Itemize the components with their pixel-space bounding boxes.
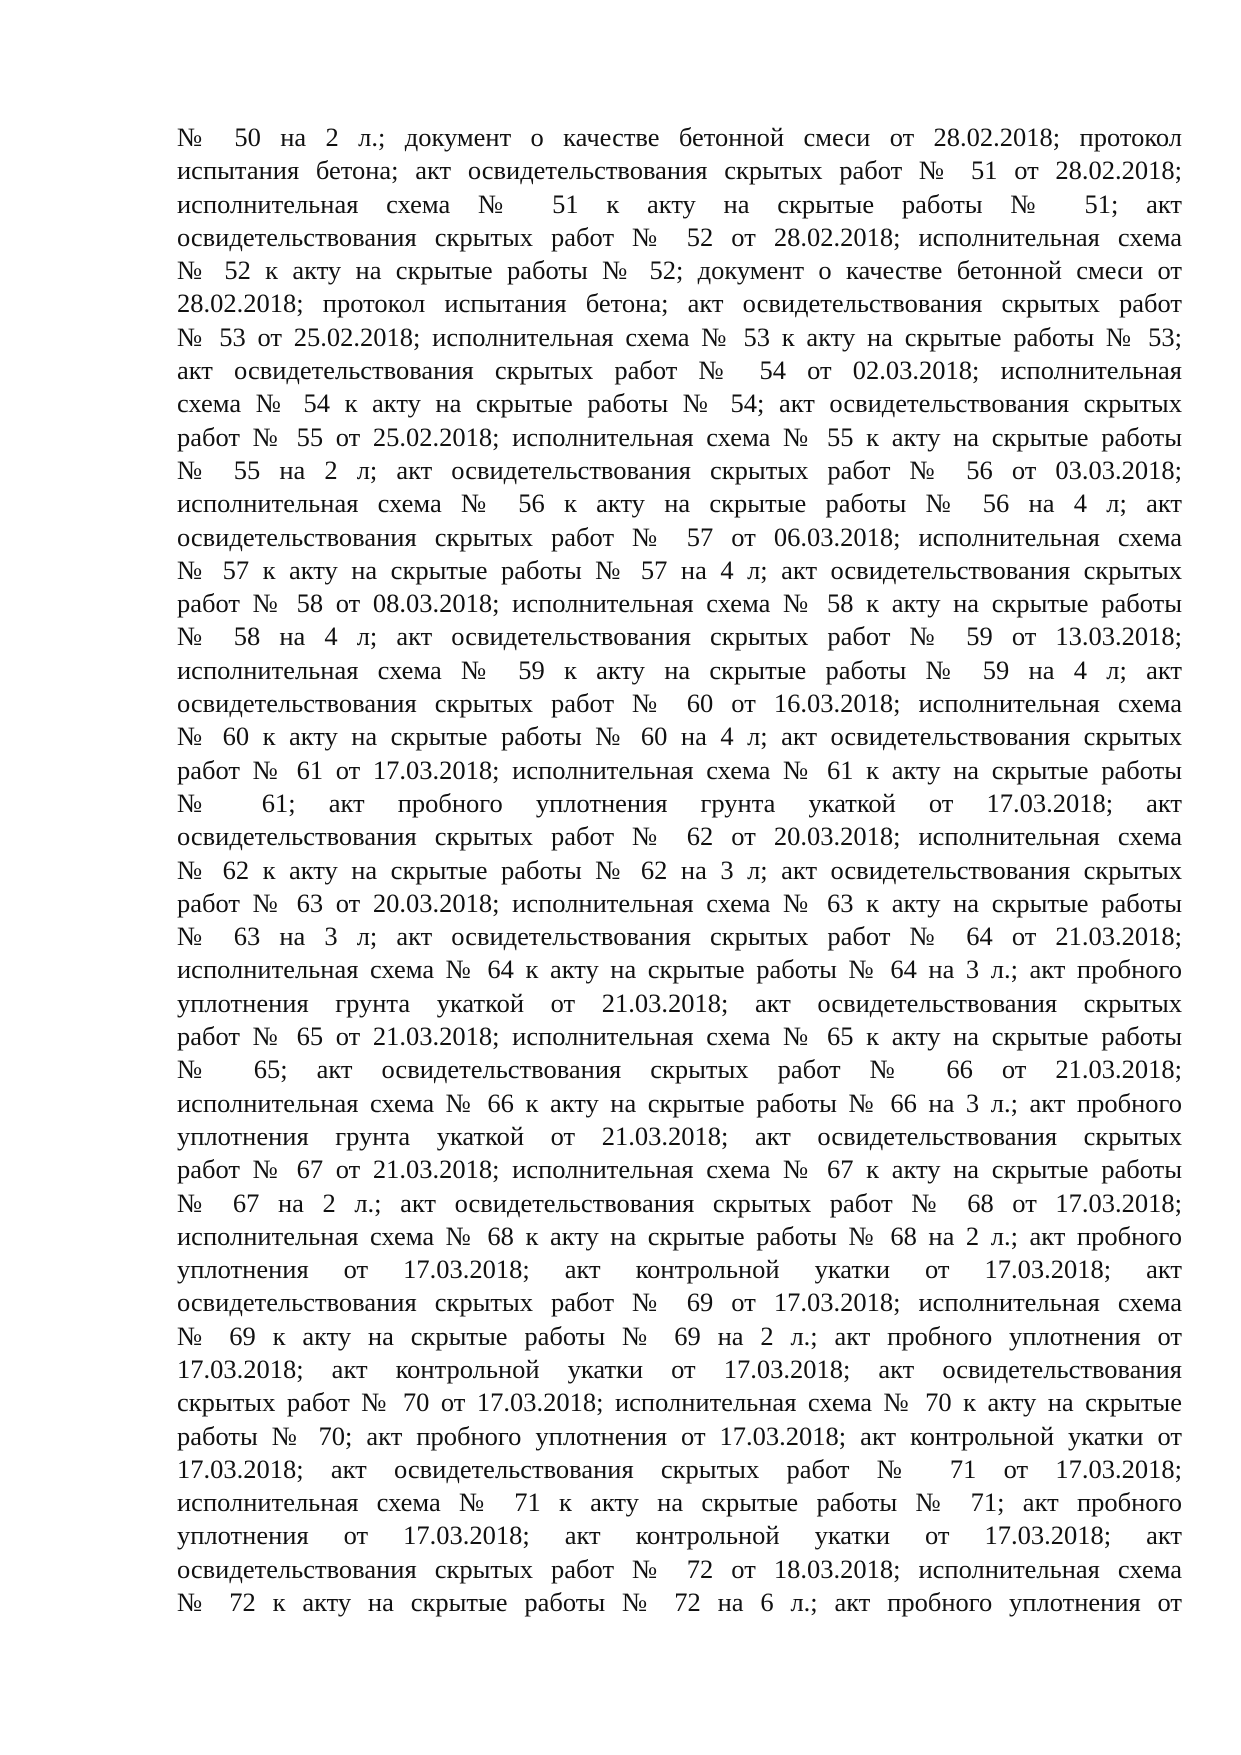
text-line: № 63 на 3 л; акт освидетельствования скрытых работ № 64 от 21.03.2018; (177, 921, 1182, 952)
text-line: исполнительная схема № 51 к акту на скрытые работы № 51; акт (177, 188, 1182, 219)
text-line: исполнительная схема № 64 к акту на скрытые работы № 64 на 3 л.; акт пробного (177, 954, 1182, 985)
text-line: исполнительная схема № 59 к акту на скрытые работы № 59 на 4 л; акт (177, 654, 1182, 685)
text-line: уплотнения грунта укаткой от 21.03.2018; акт освидетельствования скрытых (177, 987, 1182, 1018)
text-line: освидетельствования скрытых работ № 60 от 16.03.2018; исполнительная схема (177, 688, 1182, 719)
text-line: освидетельствования скрытых работ № 57 от 06.03.2018; исполнительная схема (177, 521, 1182, 552)
text-line: испытания бетона; акт освидетельствования скрытых работ № 51 от 28.02.2018; (177, 155, 1182, 186)
text-line: освидетельствования скрытых работ № 52 от 28.02.2018; исполнительная схема (177, 221, 1182, 252)
text-line: № 58 на 4 л; акт освидетельствования скрытых работ № 59 от 13.03.2018; (177, 621, 1182, 652)
text-line: исполнительная схема № 68 к акту на скрытые работы № 68 на 2 л.; акт пробного (177, 1220, 1182, 1251)
text-line: исполнительная схема № 66 к акту на скрытые работы № 66 на 3 л.; акт пробного (177, 1087, 1182, 1118)
text-line: № 69 к акту на скрытые работы № 69 на 2 л.; акт пробного уплотнения от (177, 1320, 1182, 1351)
text-line: работ № 55 от 25.02.2018; исполнительная схема № 55 к акту на скрытые работы (177, 421, 1182, 452)
text-line: № 60 к акту на скрытые работы № 60 на 4 л; акт освидетельствования скрытых (177, 721, 1182, 752)
text-line: работ № 58 от 08.03.2018; исполнительная схема № 58 к акту на скрытые работы (177, 588, 1182, 619)
text-line: 28.02.2018; протокол испытания бетона; акт освидетельствования скрытых работ (177, 288, 1182, 319)
text-line: работ № 65 от 21.03.2018; исполнительная схема № 65 к акту на скрытые работы (177, 1021, 1182, 1052)
text-line: схема № 54 к акту на скрытые работы № 54; акт освидетельствования скрытых (177, 388, 1182, 419)
text-line: № 55 на 2 л; акт освидетельствования скрытых работ № 56 от 03.03.2018; (177, 454, 1182, 485)
text-line: уплотнения грунта укаткой от 21.03.2018; акт освидетельствования скрытых (177, 1120, 1182, 1151)
text-line: уплотнения от 17.03.2018; акт контрольной укатки от 17.03.2018; акт (177, 1520, 1182, 1551)
text-line: акт освидетельствования скрытых работ № 54 от 02.03.2018; исполнительная (177, 355, 1182, 386)
document-page (177, 121, 1182, 1619)
text-line: уплотнения от 17.03.2018; акт контрольной укатки от 17.03.2018; акт (177, 1254, 1182, 1285)
text-line: работы № 70; акт пробного уплотнения от 17.03.2018; акт контрольной укатки от (177, 1420, 1182, 1451)
text-line: освидетельствования скрытых работ № 69 от 17.03.2018; исполнительная схема (177, 1287, 1182, 1318)
text-line: скрытых работ № 70 от 17.03.2018; исполнительная схема № 70 к акту на скрытые (177, 1387, 1182, 1418)
text-line: работ № 61 от 17.03.2018; исполнительная схема № 61 к акту на скрытые работы (177, 754, 1182, 785)
text-line: освидетельствования скрытых работ № 72 от 18.03.2018; исполнительная схема (177, 1553, 1182, 1584)
text-line: исполнительная схема № 71 к акту на скрытые работы № 71; акт пробного (177, 1487, 1182, 1518)
text-line: № 62 к акту на скрытые работы № 62 на 3 л; акт освидетельствования скрытых (177, 854, 1182, 885)
text-line: № 67 на 2 л.; акт освидетельствования скрытых работ № 68 от 17.03.2018; (177, 1187, 1182, 1218)
text-line: № 72 к акту на скрытые работы № 72 на 6 л.; акт пробного уплотнения от (177, 1587, 1182, 1618)
text-line: исполнительная схема № 56 к акту на скрытые работы № 56 на 4 л; акт (177, 488, 1182, 519)
text-line: 17.03.2018; акт освидетельствования скрытых работ № 71 от 17.03.2018; (177, 1453, 1182, 1484)
text-line: работ № 67 от 21.03.2018; исполнительная схема № 67 к акту на скрытые работы (177, 1154, 1182, 1185)
text-line: № 52 к акту на скрытые работы № 52; документ о качестве бетонной смеси от (177, 255, 1182, 286)
text-line: работ № 63 от 20.03.2018; исполнительная схема № 63 к акту на скрытые работы (177, 887, 1182, 918)
text-line: освидетельствования скрытых работ № 62 от 20.03.2018; исполнительная схема (177, 821, 1182, 852)
text-line: № 50 на 2 л.; документ о качестве бетонной смеси от 28.02.2018; протокол (177, 122, 1182, 152)
text-line: № 61; акт пробного уплотнения грунта укаткой от 17.03.2018; акт (177, 787, 1182, 818)
text-line: № 57 к акту на скрытые работы № 57 на 4 л; акт освидетельствования скрытых (177, 554, 1182, 585)
text-line: 17.03.2018; акт контрольной укатки от 17.03.2018; акт освидетельствования (177, 1353, 1182, 1384)
body-paragraph (177, 121, 1182, 1619)
text-line: № 65; акт освидетельствования скрытых работ № 66 от 21.03.2018; (177, 1054, 1182, 1085)
text-line: № 53 от 25.02.2018; исполнительная схема № 53 к акту на скрытые работы № 53; (177, 321, 1182, 352)
